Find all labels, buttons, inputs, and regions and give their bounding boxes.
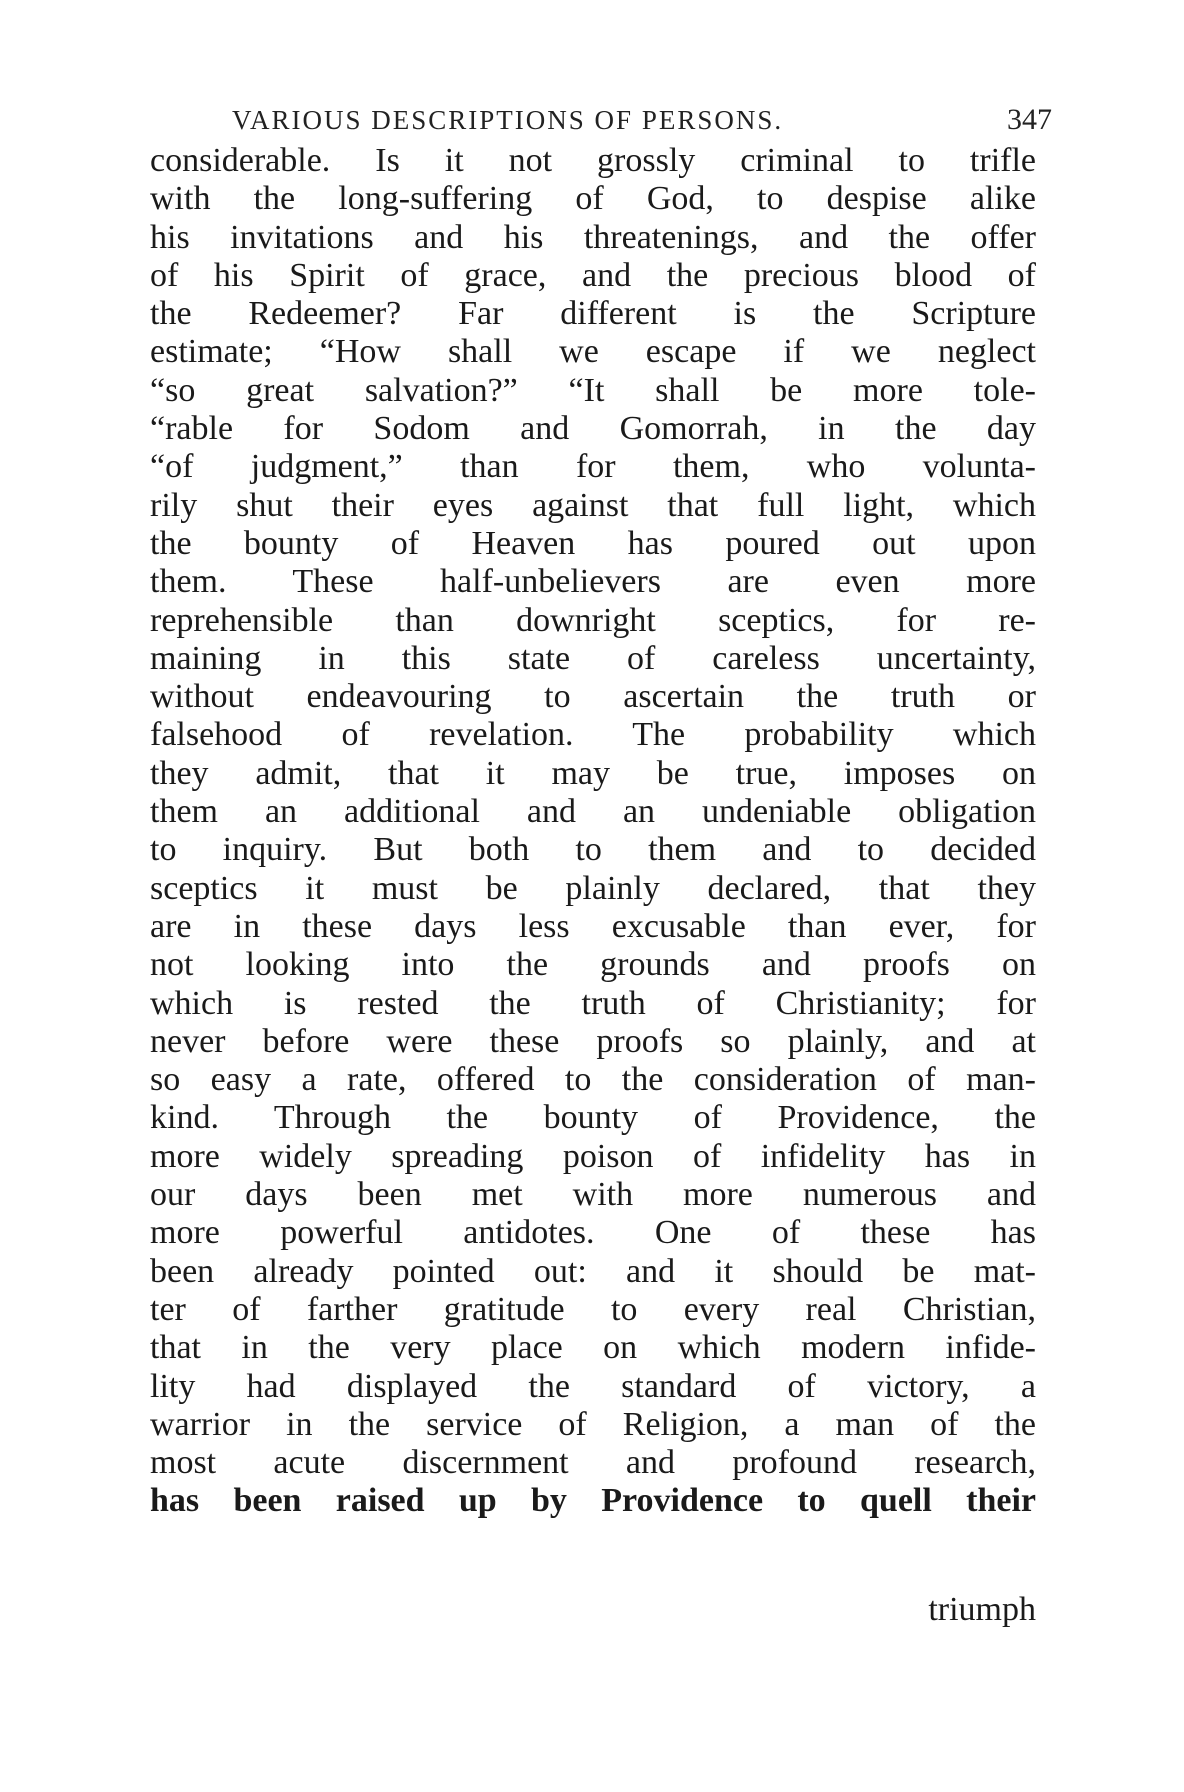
text-line: which is rested the truth of Christianity; for (150, 984, 1036, 1022)
text-line: so easy a rate, offered to the consideration of man- (150, 1061, 1036, 1099)
text-line: them. These half-unbelievers are even more (150, 563, 1036, 601)
text-line: “rable for Sodom and Gomorrah, in the day (150, 410, 1036, 448)
text-line: never before were these proofs so plainly, and at (150, 1022, 1036, 1060)
text-line: his invitations and his threatenings, and the offer (150, 218, 1036, 256)
text-line: they admit, that it may be true, imposes on (150, 754, 1036, 792)
text-line: reprehensible than downright sceptics, for re- (150, 601, 1036, 639)
text-line: not looking into the grounds and proofs on (150, 946, 1036, 984)
text-line: maining in this state of careless uncertainty, (150, 639, 1036, 677)
page-number: 347 (1007, 103, 1052, 136)
text-line: falsehood of revelation. The probability which (150, 716, 1036, 754)
catchword: triumph (928, 1591, 1036, 1628)
text-line: without endeavouring to ascertain the truth or (150, 678, 1036, 716)
text-line: of his Spirit of grace, and the precious blood of (150, 256, 1036, 294)
text-line: the bounty of Heaven has poured out upon (150, 524, 1036, 562)
text-line: are in these days less excusable than ever, for (150, 907, 1036, 945)
text-line: more powerful antidotes. One of these has (150, 1214, 1036, 1252)
text-line: our days been met with more numerous and (150, 1176, 1036, 1214)
text-line: sceptics it must be plainly declared, that they (150, 869, 1036, 907)
text-line: with the long-suffering of God, to despise alike (150, 180, 1036, 218)
text-line: “of judgment,” than for them, who volunta- (150, 448, 1036, 486)
header-title: VARIOUS DESCRIPTIONS OF PERSONS. (232, 105, 784, 135)
text-line: most acute discernment and profound research, (150, 1444, 1036, 1482)
body-text (150, 142, 1036, 1521)
text-line: “so great salvation?” “It shall be more tole- (150, 371, 1036, 409)
text-line: the Redeemer? Far different is the Scripture (150, 295, 1036, 333)
text-line: considerable. Is it not grossly criminal to trifle (150, 142, 1036, 179)
text-line: estimate; “How shall we escape if we neglect (150, 333, 1036, 371)
text-line: lity had displayed the standard of victory, a (150, 1367, 1036, 1405)
text-line: more widely spreading poison of infidelity has in (150, 1137, 1036, 1175)
text-line: to inquiry. But both to them and to decided (150, 831, 1036, 869)
text-line: kind. Through the bounty of Providence, the (150, 1099, 1036, 1137)
text-line: them an additional and an undeniable obligation (150, 793, 1036, 831)
text-line: warrior in the service of Religion, a man of the (150, 1405, 1036, 1443)
text-line: that in the very place on which modern infide- (150, 1329, 1036, 1367)
text-line: ter of farther gratitude to every real Christian, (150, 1290, 1036, 1328)
text-line: has been raised up by Providence to quell their (150, 1482, 1036, 1520)
running-head (232, 100, 1052, 140)
text-line: rily shut their eyes against that full light, which (150, 486, 1036, 524)
text-line: been already pointed out: and it should be mat- (150, 1252, 1036, 1290)
